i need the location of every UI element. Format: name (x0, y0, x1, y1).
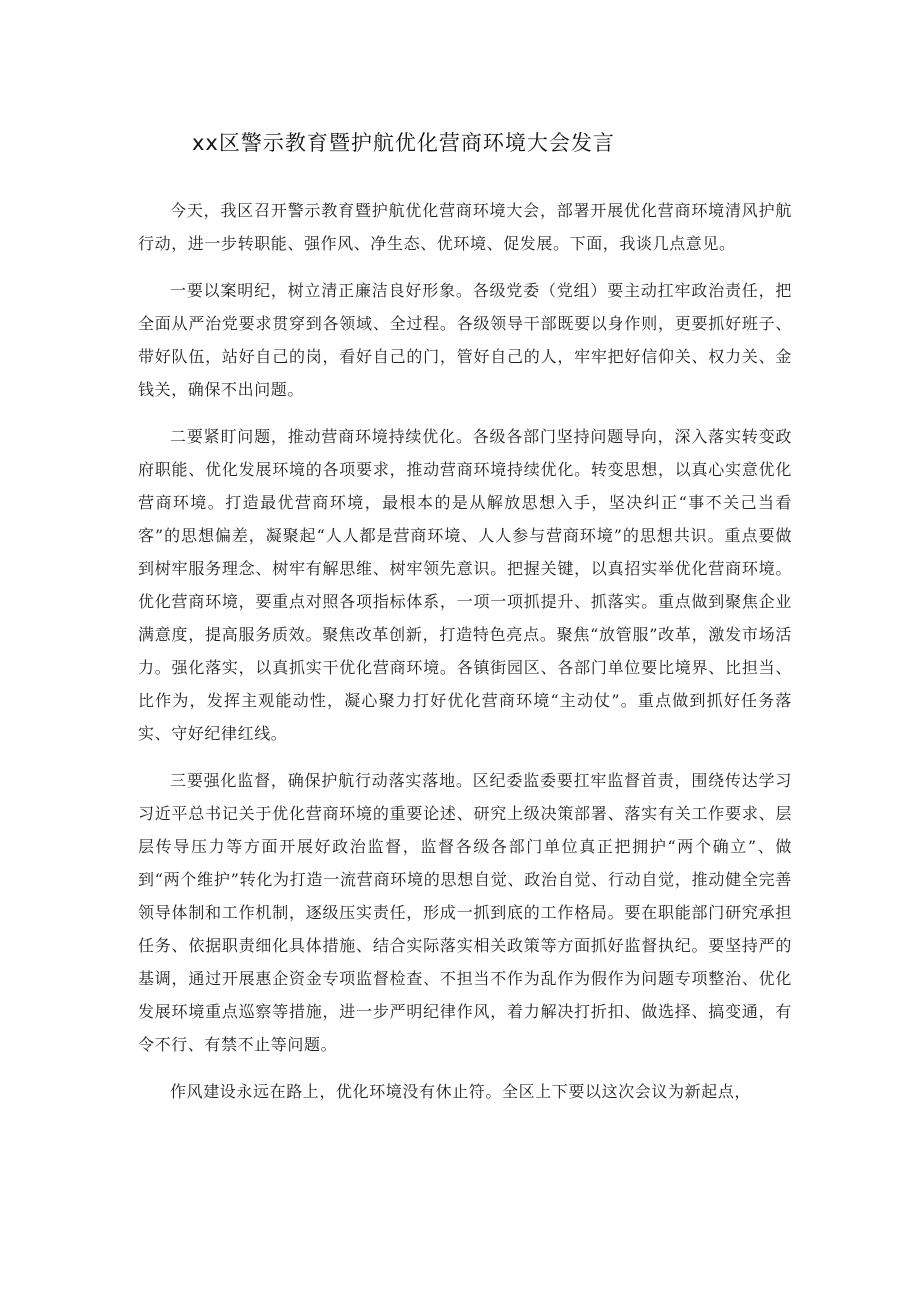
paragraph-intro: 今天，我区召开警示教育暨护航优化营商环境大会，部署开展优化营商环境清风护航行动，进一步转职能、强作风、净生态、优环境、促发展。下面，我谈几点意见。 (138, 201, 792, 253)
paragraph-point-three: 三要强化监督，确保护航行动落实落地。区纪委监委要扛牢监督首责，围绕传达学习习近平总书记关于优化营商环境的重要论述、研究上级决策部署、落实有关工作要求、层层传导压力等方面开展好政治监督，监督各级各部门单位真正把拥护“两个确立”、做到“两个维护”转化为打造一流营商环境的思想自觉、政治自觉、行动自觉，推动健全完善领导体制和工作机制，逐级压实责任，形成一抓到底的工作格局。要在职能部门研究承担任务、依据职责细化具体措施、结合实际落实相关政策等方面抓好监督执纪。要坚持严的基调，通过开展惠企资金专项监督检查、不担当不作为乱作为假作为问题专项整治、优化发展环境重点巡察等措施，进一步严明纪律作风，着力解决打折扣、做选择、搞变通，有令不行、有禁不止等问题。 (138, 771, 792, 1054)
document-title: xx区警示教育暨护航优化营商环境大会发言 (192, 131, 615, 155)
paragraph-point-one: 一要以案明纪，树立清正廉洁良好形象。各级党委（党组）要主动扛牢政治责任，把全面从严治党要求贯穿到各领域、全过程。各级领导干部既要以身作则，更要抓好班子、带好队伍，站好自己的岗，看好自己的门，管好自己的人，牢牢把好信仰关、权力关、金钱关，确保不出问题。 (138, 281, 792, 399)
paragraph-point-two: 二要紧盯问题，推动营商环境持续优化。各级各部门坚持问题导向，深入落实转变政府职能、优化发展环境的各项要求，推动营商环境持续优化。转变思想，以真心实意优化营商环境。打造最优营商环境，最根本的是从解放思想入手，坚决纠正“事不关己当看客”的思想偏差，凝聚起“人人都是营商环境、人人参与营商环境”的思想共识。重点要做到树牢服务理念、树牢有解思维、树牢领先意识。把握关键，以真招实举优化营商环境。优化营商环境，要重点对照各项指标体系，一项一项抓提升、抓落实。重点做到聚焦企业满意度，提高服务质效。聚焦改革创新，打造特色亮点。聚焦“放管服”改革，激发市场活力。强化落实，以真抓实干优化营商环境。各镇街园区、各部门单位要比境界、比担当、比作为，发挥主观能动性，凝心聚力打好优化营商环境“主动仗”。重点做到抓好任务落实、守好纪律红线。 (138, 427, 792, 743)
paragraph-closing: 作风建设永远在路上，优化环境没有休止符。全区上下要以这次会议为新起点， (170, 1082, 752, 1101)
